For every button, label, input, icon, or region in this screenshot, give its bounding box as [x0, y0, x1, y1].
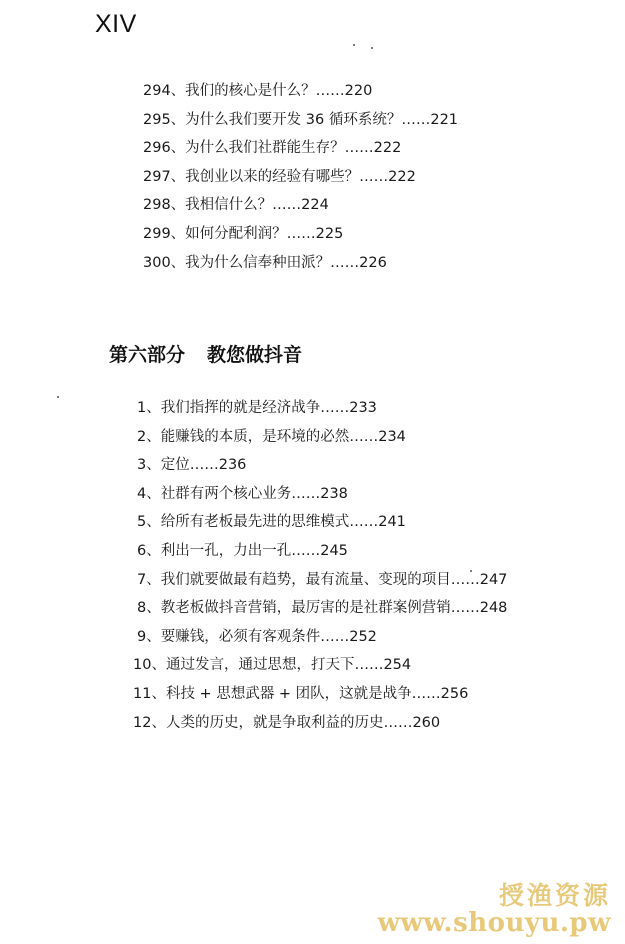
scan-speck [57, 396, 59, 398]
toc-entry: 295、为什么我们要开发 36 循环系统？……221 [143, 111, 459, 128]
toc-entry: 9、要赚钱，必须有客观条件……252 [137, 628, 377, 645]
toc-entry: 10、通过发言，通过思想，打天下……254 [133, 657, 412, 674]
toc-list-previous-part [143, 77, 458, 277]
toc-entry: 8、教老板做抖音营销，最厉害的是社群案例营销……248 [137, 600, 508, 617]
watermark-url: www.shouyu.pw [377, 908, 611, 938]
toc-entry: 6、利出一孔，力出一孔……245 [137, 542, 348, 559]
scan-speck [371, 47, 373, 49]
toc-entry: 300、我为什么信奉种田派？……226 [143, 254, 387, 271]
toc-entry: 5、给所有老板最先进的思维模式……241 [137, 514, 406, 531]
page-number: XIV [95, 10, 137, 38]
toc-entry: 7、我们就要做最有趋势，最有流量、变现的项目……247 [137, 571, 508, 588]
toc-entry: 296、为什么我们社群能生存？……222 [143, 140, 402, 157]
toc-entry: 4、社群有两个核心业务……238 [137, 485, 348, 502]
toc-entry: 3、定位……236 [137, 457, 247, 474]
toc-entry: 294、我们的核心是什么？……220 [143, 83, 373, 99]
section-part-label: 第六部分 [109, 344, 186, 366]
toc-entry: 2、能赚钱的本质，是环境的必然……234 [137, 428, 406, 445]
toc-entry: 12、人类的历史，就是争取利益的历史……260 [133, 714, 441, 731]
section-title: 教您做抖音 [207, 344, 303, 366]
toc-entry: 297、我创业以来的经验有哪些？……222 [143, 168, 416, 185]
toc-entry: 299、如何分配利润？……225 [143, 225, 344, 242]
toc-entry: 298、我相信什么？……224 [143, 197, 329, 214]
scan-speck [353, 44, 355, 46]
toc-list-section-6 [133, 394, 508, 737]
watermark-text: 授渔资源 [498, 881, 611, 910]
toc-entry: 11、科技 + 思想武器 + 团队，这就是战争……256 [133, 685, 469, 702]
section-heading [109, 340, 302, 367]
toc-entry: 1、我们指挥的就是经济战争……233 [137, 400, 377, 416]
